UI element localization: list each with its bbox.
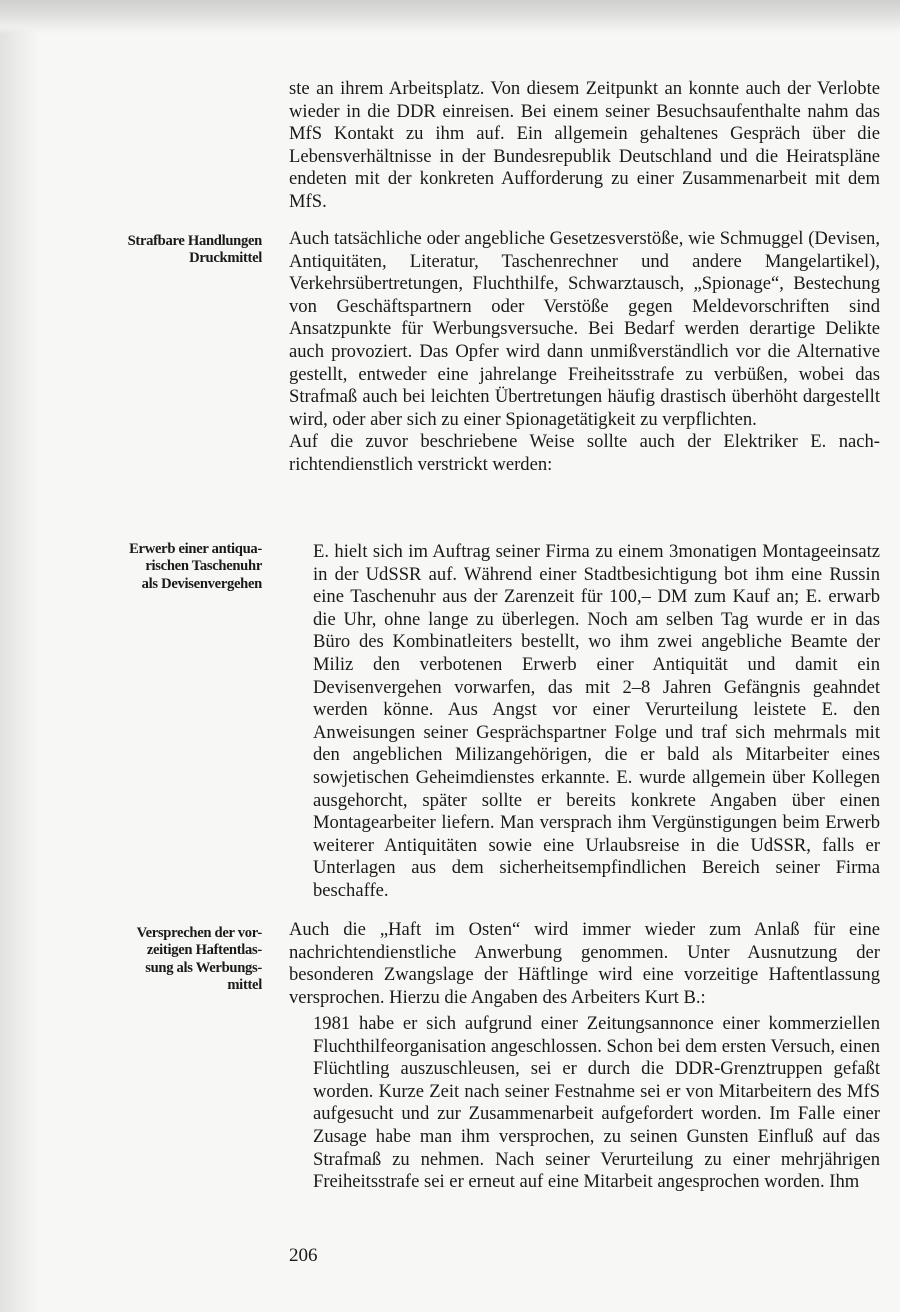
paragraph-text: Auf die zuvor beschriebene Weise sollte auch der Elektriker E. nachrichtendienstlich verstrickt werden: — [289, 431, 880, 475]
side-note-line: Strafbare Handlungen — [127, 233, 262, 249]
side-note-line: Versprechen der vor- — [136, 925, 262, 941]
case-report-kurt-b — [313, 1013, 880, 1194]
side-note-haftentlassung — [40, 925, 262, 995]
paragraph-intro — [289, 78, 880, 214]
side-note-line: sung als Werbungs- — [145, 959, 262, 976]
paragraph-text: 1981 habe er sich aufgrund einer Zeitungsannonce einer kommerziellen Fluchthilfeorganisation angeschlossen. Schon bei dem ersten Versuch, einen Flüchtling auszuschleusen, sei er durch die DDR-Grenztruppen gefaßt worden. Kurze Zeit nach seiner Festnahme sei er von Mitarbeitern des MfS aufgesucht und zur Zusammenarbeit aufgefordert worden. Im Falle einer Zusage habe man ihm versprochen, zu seinen Gunsten Einfluß auf das Strafmaß zu nehmen. Nach seiner Verurteilung zu einer mehrjährigen Freiheitsstrafe sei er erneut auf eine Mitarbeit angesprochen worden. Ihm — [313, 1013, 880, 1193]
side-note-strafbare-handlungen — [40, 233, 262, 268]
case-report-elektriker — [313, 541, 880, 903]
page-number: 206 — [289, 1245, 318, 1266]
side-note-taschenuhr — [40, 541, 262, 593]
paragraph-text: Auch tatsächliche oder angebliche Gesetzesverstöße, wie Schmuggel (Devisen, Antiquitäten, Literatur, Taschenrechner und andere Mangelartikel), Verkehrsübertretungen, Fluchthilfe, Schwarztausch, „Spionage“, Bestechung von Geschäftspartnern oder Verstöße gegen Meldevorschriften sind Ansatzpunkte für Werbungsversuche. Bei Bedarf werden derartige Delikte auch provoziert. Das Opfer wird dann unmißverständlich vor die Alternative gestellt, entweder eine jahrelange Freiheitsstrafe zu verbüßen, wobei das Strafmaß auch bei leichten Übertretungen häufig drastisch überhöht dargestellt wird, oder aber sich zu einer Spionagetätigkeit zu verpflichten. — [289, 228, 880, 430]
side-note-line: zeitigen Haftentlas- — [146, 942, 262, 959]
paragraph-gesetzesverstoesse — [289, 228, 880, 477]
side-note-line: Druckmittel — [189, 250, 262, 267]
side-note-line: Erwerb einer antiqua- — [129, 541, 262, 557]
paragraph-text: ste an ihrem Arbeitsplatz. Von diesem Zeitpunkt an konnte auch der Verlobte wieder in die DDR einreisen. Bei einem seiner Besuchsaufenthalte nahm das MfS Kontakt zu ihm auf. Ein allgemein gehaltenes Gespräch über die Lebensverhältnisse in der Bundesrepublik Deutschland und die Heiratspläne endeten mit der konkreten Aufforderung zu einer Zusammenarbeit mit dem MfS. — [289, 78, 880, 212]
side-note-line: als Devisenvergehen — [141, 575, 262, 592]
paragraph-text: E. hielt sich im Auftrag seiner Firma zu einem 3monatigen Montageeinsatz in der UdSSR auf. Während einer Stadtbesichtigung bot ihm eine Russin eine Taschenuhr aus der Zarenzeit für 100,– DM zum Kauf an; E. erwarb die Uhr, ohne lange zu überlegen. Noch am selben Tag wurde er in das Büro des Kombinatleiters bestellt, wo ihm zwei angebliche Beamte der Miliz den verbotenen Erwerb einer Antiquität und damit ein Devisenvergehen vorwarfen, das mit 2–8 Jahren Gefängnis geahndet werden könne. Aus Angst vor einer Verurteilung leistete E. den Anweisungen seiner Gesprächspartner Folge und traf sich mehrmals mit den angeblichen Milizangehörigen, die er bald als Mitarbeiter eines sowjetischen Geheimdienstes erkannte. E. wurde allgemein über Kollegen ausgehorcht, später sollte er bereits konkrete Angaben über einen Montagearbeiter liefern. Man versprach ihm Vergünstigungen beim Erwerb weiterer Antiquitäten sowie eine Urlaubsreise in die UdSSR, falls er Unterlagen aus dem sicherheitsempfindlichen Bereich seiner Firma beschaffe. — [313, 541, 880, 901]
side-note-line: mittel — [227, 977, 262, 994]
paragraph-haft-im-osten — [289, 919, 880, 1009]
paragraph-text: Auch die „Haft im Osten“ wird immer wieder zum Anlaß für eine nachrichtendienstliche Anwerbung genommen. Unter Ausnutzung der besonderen Zwangslage der Häftlinge wird eine vorzeitige Haftentlassung versprochen. Hierzu die Angaben des Arbeiters Kurt B.: — [289, 919, 880, 1008]
side-note-line: rischen Taschenuhr — [145, 558, 262, 575]
